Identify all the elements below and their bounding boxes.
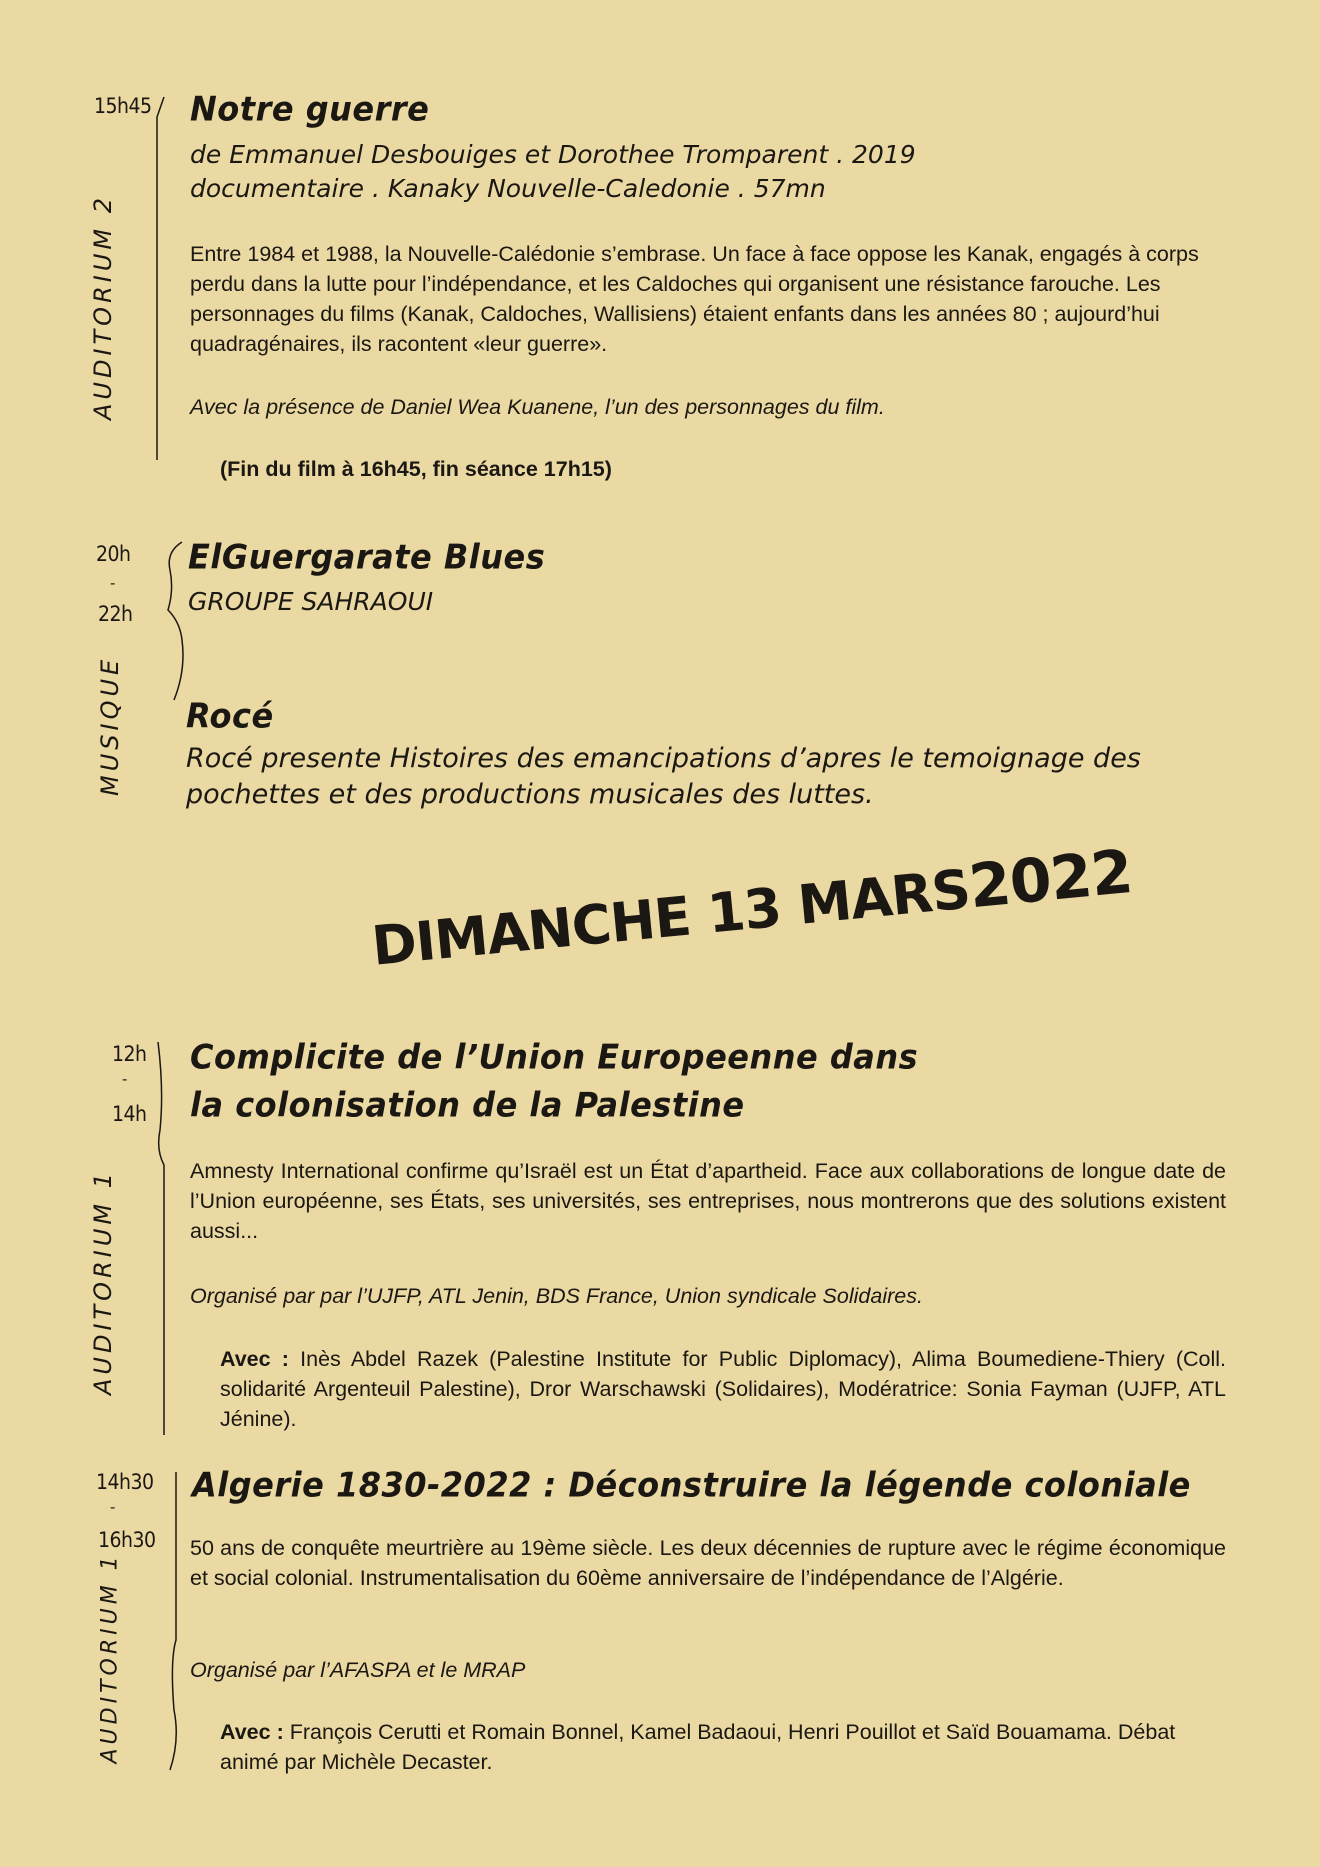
act-subtitle: GROUPE SAHRAOUI	[188, 587, 434, 616]
event-title: Notre guerre	[190, 89, 430, 129]
day-heading	[369, 837, 1135, 980]
session-time-separator: -	[122, 1071, 128, 1088]
session-time-end: 22h	[98, 602, 133, 626]
event-organizers: Organisé par par l’UJFP, ATL Jenin, BDS France, Union syndicale Solidaires.	[190, 1284, 923, 1308]
guests-label: Avec :	[220, 1720, 284, 1744]
act-title: ElGuergarate Blues	[188, 537, 546, 577]
event-description: Amnesty International confirme qu’Israël est un État d’apartheid. Face aux collaborations de longue date de l’Union européenne, ses États, ses universités, ses entreprises, nous montrerons que des solutions existent aussi...	[190, 1159, 1226, 1243]
day-heading-date: DIMANCHE 13 MARS	[369, 857, 973, 978]
event-description: 50 ans de conquête meurtrière au 19ème siècle. Les deux décennies de rupture avec le régime économique et social colonial. Instrumentalisation du 60ème anniversaire de l’indépendance de l’Algérie.	[190, 1536, 1226, 1590]
event-guests	[220, 1344, 1226, 1434]
act-title: Rocé	[186, 696, 274, 736]
event-title: Algerie 1830-2022 : Déconstruire la légende coloniale	[192, 1465, 1191, 1505]
room-label: AUDITORIUM 1	[89, 1168, 117, 1396]
room-label: MUSIQUE	[96, 655, 124, 796]
event-title-line-2: la colonisation de la Palestine	[190, 1085, 745, 1125]
room-label: AUDITORIUM 2	[89, 193, 117, 421]
bracket-line	[150, 95, 170, 465]
session-time: 15h45	[94, 94, 152, 118]
event-credits-line-2: documentaire . Kanaky Nouvelle-Caledonie . 57mn	[190, 174, 826, 203]
session-time-start: 14h30	[96, 1470, 154, 1494]
session-time-separator: -	[110, 1499, 116, 1516]
session-time-separator: -	[110, 575, 116, 592]
act-description-line-1: Rocé presente Histoires des emancipations d’apres le temoignage des	[186, 743, 1141, 774]
session-time-start: 20h	[96, 542, 131, 566]
act-description-line-2: pochettes et des productions musicales des luttes.	[186, 779, 874, 810]
bracket-line	[160, 1470, 190, 1780]
event-description: Entre 1984 et 1988, la Nouvelle-Calédonie s’embrase. Un face à face oppose les Kanak, engagés à corps perdu dans la lutte pour l’indépendance, et les Caldoches qui organisent une résistance farouche. Les personnages du films (Kanak, Caldoches, Wallisiens) étaient enfants dans les années 80 ; aujourd’hui quadragénaires, ils racontent «leur guerre».	[190, 242, 1199, 356]
event-title-line-1: Complicite de l’Union Europeenne dans	[190, 1037, 919, 1077]
day-heading-year: 2022	[965, 837, 1135, 923]
event-guests	[220, 1717, 1226, 1777]
session-time-end: 14h	[112, 1102, 147, 1126]
guests-list: Inès Abdel Razek (Palestine Institute for Public Diplomacy), Alima Boumediene-Thiery (Coll. solidarité Argenteuil Palestine), Dror Warschawski (Solidaires), Modératrice: Sonia Fayman (UJFP, ATL Jénine).	[220, 1347, 1226, 1431]
guests-label: Avec :	[220, 1347, 289, 1371]
session-time-start: 12h	[112, 1042, 147, 1066]
guests-list: François Cerutti et Romain Bonnel, Kamel Badaoui, Henri Pouillot et Saïd Bouamama. Débat animé par Michèle Decaster.	[220, 1720, 1176, 1774]
event-note: Avec la présence de Daniel Wea Kuanene, l’un des personnages du film.	[190, 395, 885, 419]
bracket-line	[150, 1040, 180, 1440]
event-credits-line-1: de Emmanuel Desbouiges et Dorothee Tromparent . 2019	[190, 140, 916, 169]
room-label: AUDITORIUM 1	[97, 1552, 123, 1764]
session-time-end: 16h30	[98, 1528, 156, 1552]
event-end-time: (Fin du film à 16h45, fin séance 17h15)	[220, 457, 612, 481]
event-organizers: Organisé par l’AFASPA et le MRAP	[190, 1658, 526, 1682]
